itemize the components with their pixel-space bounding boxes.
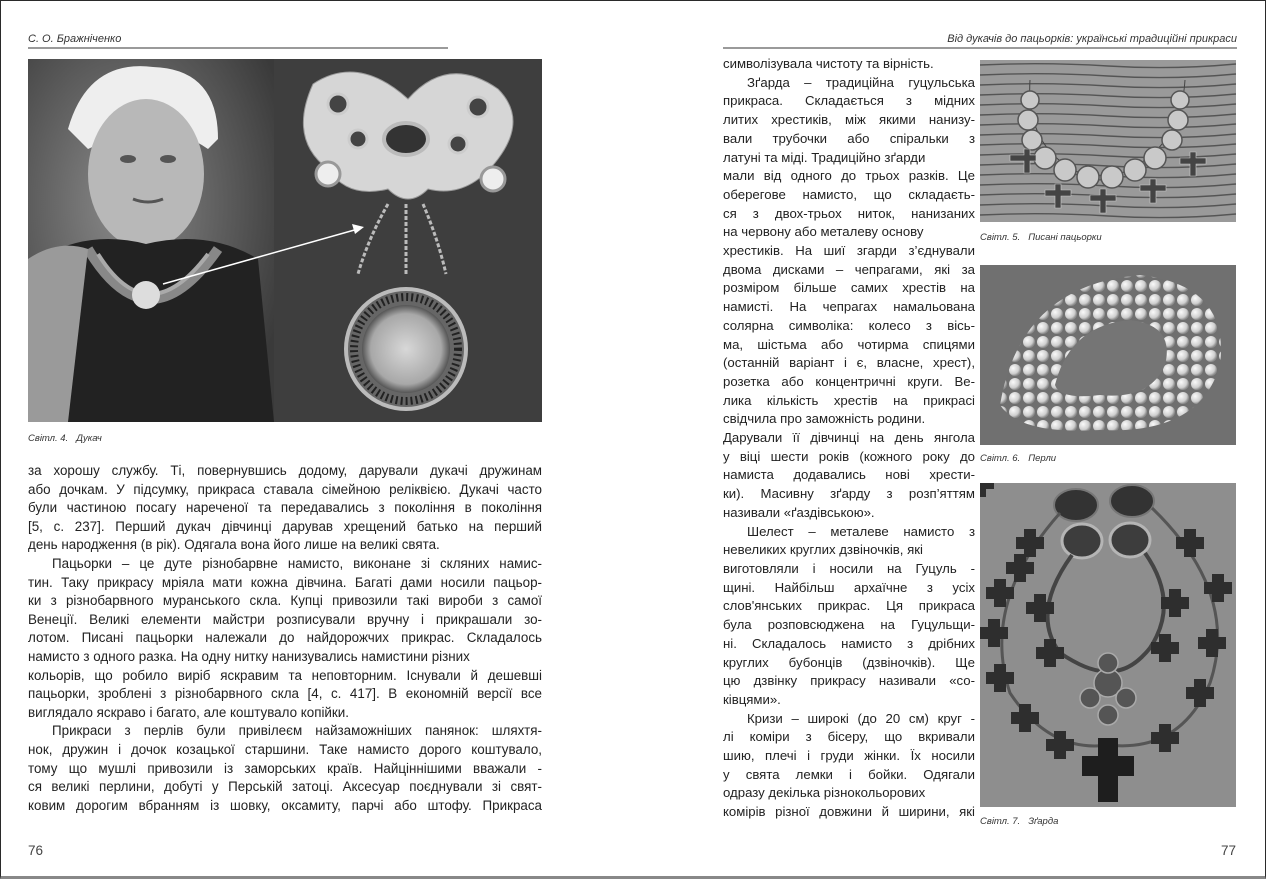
text-line: ся з двох-трьох ниток, нанизаних [723, 205, 975, 221]
running-head-author: С. О. Бражніченко [28, 33, 122, 45]
right-page [635, 1, 1267, 876]
figure-5-patsiorky-image [980, 60, 1236, 222]
figure-4-dukach-image [28, 59, 542, 422]
text-line: лі коміри з бісеру, що вкривали [723, 729, 975, 745]
text-line: ся великі перлини, добуті у Перській затоці. Аксесуар поєднували зі свят- [28, 779, 542, 795]
caption-label: Світл. 7. [980, 816, 1021, 827]
text-line: була розповсюджена на Гуцульщи- [723, 617, 975, 633]
text-line: цю дзвінку прикрасу називали «со- [723, 673, 975, 689]
text-line: ківцями». [723, 691, 781, 707]
text-line: Прикраси з перлів були привілеєм найзаможніших панянок: шляхтя- [52, 723, 542, 739]
header-rule [723, 47, 1237, 49]
text-line: ки). Масивну зґарду з розп’яттям [723, 486, 975, 502]
text-line: у свята лемки і бойки. Одягали [723, 766, 975, 782]
running-head-title: Від дукачів до пацьорків: українські традиційні прикраси [947, 33, 1237, 45]
text-line: комірів різної довжини й ширини, які [723, 804, 975, 820]
text-line: [5, с. 237]. Перший дукач дівчинці дарував хрещений батько на перший [28, 518, 542, 534]
text-line: на червону або металеву основу [723, 224, 924, 240]
text-line: були частиною посагу нареченої та передавались з покоління в покоління [28, 500, 542, 516]
text-line: невеликих круглих дзвіночків, які [723, 542, 923, 558]
text-line: лотом. Писані пацьорки належали до найдорожчих прикрас. Складалось [28, 630, 542, 646]
caption-title: Перли [1028, 453, 1057, 464]
text-line: тому що мушлі привозили із заморських країв. Найціннішими вважали - [28, 760, 542, 776]
text-line: вали трубочки або спіральки з [723, 130, 975, 146]
text-line: виглядало яскраво і багато, але коштувало копійки. [28, 704, 349, 720]
text-line: ковим дорогим вбранням із шовку, оксамиту, парчі або штофу. Прикраса [28, 797, 542, 813]
caption-label: Світл. 4. [28, 433, 69, 444]
left-body-text [28, 462, 542, 815]
page-number-left: 76 [28, 843, 44, 858]
text-line: пацьорки, зроблені з різнобарвного скла [4, с. 417]. В економній версії все [28, 686, 542, 702]
text-line: шию, плечі і груди жінки. Їх носили [723, 748, 975, 764]
text-line: литих хрестиків, між якими нанизу- [723, 112, 975, 128]
text-line: одразу декілька різнокольорових [723, 785, 926, 801]
caption-title: Дукач [76, 433, 102, 444]
text-line: хрестиків. На шиї згарди з’єднували [723, 243, 975, 259]
text-line: Зґарда – традиційна гуцульська [747, 74, 975, 90]
caption-title: Писані пацьорки [1028, 232, 1102, 243]
text-line: Шелест – металеве намисто з [747, 523, 975, 539]
text-line: Дарували її дівчинці на день янгола [723, 430, 975, 446]
zgarda-illustration [980, 483, 1236, 807]
figure-6-pearls-image [980, 265, 1236, 445]
text-line: ні. Складалось намисто з дрібних [723, 635, 975, 651]
caption-label: Світл. 6. [980, 453, 1021, 464]
text-line: ма, шістьма або чотирма спицями [723, 336, 975, 352]
text-line: за хорошу службу. Ті, повернувшись додому, дарували дукачі дружинам [28, 463, 542, 478]
figure-7-zgarda-image [980, 483, 1236, 807]
text-line: Пацьорки – це дуте різнобарвне намисто, виконане зі скляних намис- [52, 555, 542, 571]
text-line: або дочкам. У підсумку, прикраса ставала сімейною реліквією. Дукачі часто [28, 481, 542, 497]
text-line: (останній варіант і є, власне, хрест), [723, 355, 975, 371]
dukach-photo-illustration [28, 59, 542, 422]
painted-beads-illustration [980, 60, 1236, 222]
text-line: намисті. На чепрагах намальована [723, 299, 975, 315]
text-line: мали від одного до трьох разків. Це [723, 168, 975, 184]
text-line: день народження (в рік). Одягала вона його лише на великі свята. [28, 537, 440, 553]
text-line: символізувала чистоту та вірність. [723, 56, 934, 71]
text-line: слов'янських прикрас. Ця прикраса [723, 598, 975, 614]
figure-5-caption [980, 232, 1102, 243]
text-line: Венеції. Великі елементи майстри розписували вручну і прикрашали зо- [28, 611, 542, 627]
text-line: розміром більше самих хрестів на [723, 280, 975, 296]
text-line: щині. Найбільш архаїчне з усіх [723, 579, 975, 595]
text-line: намисто з одного разка. На одну нитку нанизувались намистини різних [28, 648, 470, 664]
right-body-text [723, 55, 975, 822]
pearls-illustration [980, 265, 1236, 445]
text-line: виготовляли і носили на Гуцуль - [723, 560, 975, 576]
page-number-right: 77 [1220, 843, 1236, 858]
text-line: лика кількість хрестів на прикрасі [723, 392, 975, 408]
figure-4-caption [28, 433, 102, 444]
text-line: намиста додавались нові хрести- [723, 467, 975, 483]
text-line: двома дисками – чепрагами, які за [723, 261, 975, 277]
figure-7-caption [980, 816, 1058, 827]
text-line: тин. Таку прикрасу мріяла мати кожна дівчина. Багаті дами носили пацьор- [28, 574, 542, 590]
caption-title: Зґарда [1028, 816, 1059, 827]
left-page [1, 1, 635, 876]
text-line: латуні та міді. Традиційно зґарди [723, 149, 926, 165]
text-line: Кризи – широкі (до 20 см) круг - [747, 710, 975, 726]
text-line: розетка або концентричні круги. Ве- [723, 373, 975, 389]
text-line: нок, дружин і дочок козацької старшини. Таке намисто дорого коштувало, [28, 741, 542, 757]
text-line: оберегове намисто, що складаєть- [723, 186, 975, 202]
figure-6-caption [980, 453, 1056, 464]
text-line: круглих бубонців (дзвіночків). Ще [723, 654, 975, 670]
text-line: ки з різнобарвного муранського скла. Купці привозили такі вироби з самої [28, 593, 542, 609]
text-line: називали «ґаздівською». [723, 504, 875, 520]
text-line: прикраса. Складається з мідних [723, 93, 975, 109]
text-line: кольорів, що робило виріб яскравим та неповторним. Існували й дешевші [28, 667, 542, 683]
text-line: солярна символіка: колесо з віcь- [723, 317, 975, 333]
caption-label: Світл. 5. [980, 232, 1021, 243]
text-line: у віці шести років (кожного року до [723, 448, 975, 464]
text-line: свідчила про заможність родини. [723, 411, 926, 427]
